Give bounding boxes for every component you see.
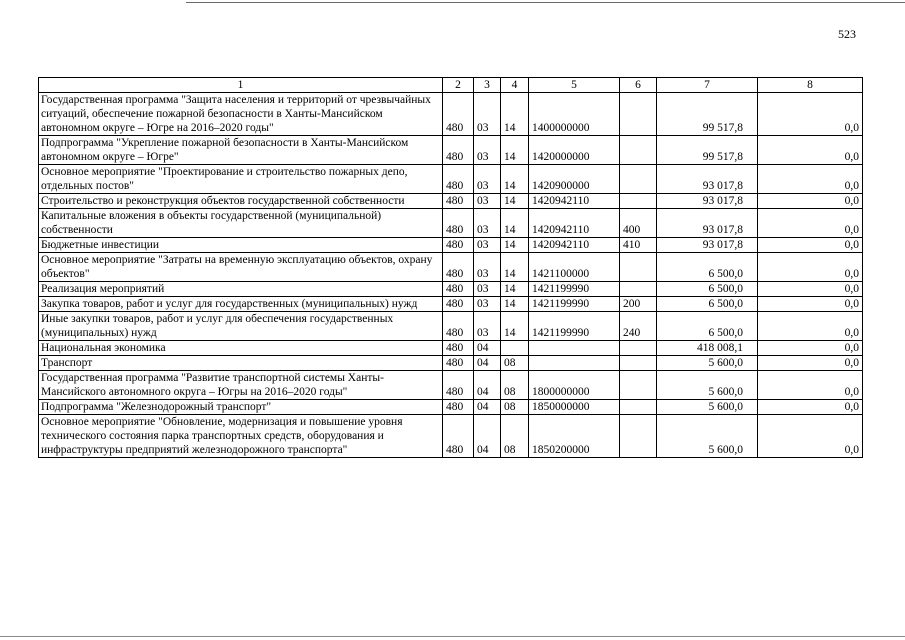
table-row [39,209,863,238]
table-row [39,165,863,194]
row-amount-7-cell: 6 500,0 [657,253,758,282]
row-code-5-cell: 1850200000 [529,415,620,458]
row-code-2-cell: 480 [443,297,474,312]
row-code-6-cell [620,165,657,194]
row-code-4-cell: 14 [501,282,529,297]
row-amount-8-cell: 0,0 [758,371,863,400]
row-code-6-cell: 200 [620,297,657,312]
row-amount-8-cell: 0,0 [758,136,863,165]
row-code-4-cell: 14 [501,297,529,312]
row-name-cell: Транспорт [39,356,443,371]
row-amount-7-cell: 5 600,0 [657,356,758,371]
row-code-2-cell: 480 [443,341,474,356]
row-code-2-cell: 480 [443,312,474,341]
row-code-3-cell: 03 [474,209,501,238]
row-code-3-cell: 04 [474,400,501,415]
row-amount-7-cell: 99 517,8 [657,93,758,136]
row-code-3-cell: 04 [474,371,501,400]
row-amount-7-cell: 99 517,8 [657,136,758,165]
row-amount-7-cell: 93 017,8 [657,209,758,238]
row-code-6-cell: 410 [620,238,657,253]
row-code-5-cell: 1421199990 [529,282,620,297]
row-code-3-cell: 03 [474,297,501,312]
table-row [39,356,863,371]
row-amount-7-cell: 6 500,0 [657,297,758,312]
scan-bottom-rule [0,636,905,637]
header-col-3: 3 [474,78,501,93]
row-code-3-cell: 03 [474,253,501,282]
header-col-4: 4 [501,78,529,93]
header-row [39,78,863,93]
row-name-cell: Закупка товаров, работ и услуг для государственных (муниципальных) нужд [39,297,443,312]
row-code-3-cell: 04 [474,356,501,371]
row-code-3-cell: 03 [474,165,501,194]
row-code-6-cell [620,371,657,400]
table-row [39,136,863,165]
row-name-cell: Государственная программа "Защита населения и территорий от чрезвычайных ситуаций, обеспечение пожарной безопасности в Ханты-Мансийском автономном округе – Югре на 2016–2020 годы" [39,93,443,136]
header-col-8: 8 [758,78,863,93]
row-code-4-cell: 14 [501,165,529,194]
table-row [39,371,863,400]
header-col-1: 1 [39,78,443,93]
row-code-6-cell [620,253,657,282]
row-amount-7-cell: 5 600,0 [657,415,758,458]
row-code-4-cell [501,341,529,356]
row-code-5-cell: 1420900000 [529,165,620,194]
row-code-2-cell: 480 [443,415,474,458]
row-code-4-cell: 14 [501,209,529,238]
row-code-2-cell: 480 [443,371,474,400]
row-amount-8-cell: 0,0 [758,297,863,312]
row-code-4-cell: 14 [501,253,529,282]
row-code-3-cell: 03 [474,312,501,341]
row-code-5-cell: 1421100000 [529,253,620,282]
row-name-cell: Государственная программа "Развитие транспортной системы Ханты-Мансийского автономного округа – Югры на 2016–2020 годы" [39,371,443,400]
row-name-cell: Национальная экономика [39,341,443,356]
row-code-3-cell: 03 [474,136,501,165]
row-code-3-cell: 03 [474,238,501,253]
table-body [39,93,863,458]
row-amount-8-cell: 0,0 [758,282,863,297]
row-name-cell: Подпрограмма "Укрепление пожарной безопасности в Ханты-Мансийском автономном округе – Югре" [39,136,443,165]
row-code-4-cell: 08 [501,400,529,415]
row-code-6-cell: 400 [620,209,657,238]
row-code-2-cell: 480 [443,253,474,282]
row-amount-7-cell: 93 017,8 [657,194,758,209]
row-code-6-cell [620,400,657,415]
row-amount-7-cell: 418 008,1 [657,341,758,356]
table-row [39,238,863,253]
row-code-3-cell: 03 [474,282,501,297]
row-code-6-cell [620,341,657,356]
row-code-6-cell: 240 [620,312,657,341]
row-amount-7-cell: 5 600,0 [657,400,758,415]
header-col-6: 6 [620,78,657,93]
row-code-5-cell: 1420000000 [529,136,620,165]
row-amount-8-cell: 0,0 [758,415,863,458]
row-code-2-cell: 480 [443,209,474,238]
row-code-5-cell: 1800000000 [529,371,620,400]
row-code-5-cell: 1420942110 [529,194,620,209]
table-row [39,297,863,312]
row-code-6-cell [620,282,657,297]
row-code-5-cell: 1420942110 [529,238,620,253]
table-row [39,93,863,136]
row-code-3-cell: 04 [474,341,501,356]
row-code-5-cell [529,341,620,356]
header-col-2: 2 [443,78,474,93]
row-code-5-cell: 1421199990 [529,297,620,312]
scan-top-rule [186,2,905,3]
row-code-6-cell [620,415,657,458]
row-code-5-cell: 1420942110 [529,209,620,238]
header-col-5: 5 [529,78,620,93]
row-code-3-cell: 03 [474,194,501,209]
row-code-4-cell: 08 [501,371,529,400]
row-code-6-cell [620,93,657,136]
table-row [39,194,863,209]
row-amount-8-cell: 0,0 [758,93,863,136]
row-name-cell: Капитальные вложения в объекты государственной (муниципальной) собственности [39,209,443,238]
row-code-6-cell [620,194,657,209]
row-code-3-cell: 03 [474,93,501,136]
row-code-2-cell: 480 [443,238,474,253]
page-number: 523 [838,27,856,41]
budget-table [38,77,863,458]
row-name-cell: Основное мероприятие "Обновление, модернизация и повышение уровня технического состояния парка транспортных средств, оборудования и инфраструктуры предприятий железнодорожного транспорта" [39,415,443,458]
row-code-2-cell: 480 [443,194,474,209]
row-name-cell: Иные закупки товаров, работ и услуг для обеспечения государственных (муниципальных) нужд [39,312,443,341]
row-name-cell: Реализация мероприятий [39,282,443,297]
row-amount-7-cell: 6 500,0 [657,312,758,341]
row-amount-7-cell: 93 017,8 [657,165,758,194]
row-amount-8-cell: 0,0 [758,238,863,253]
row-amount-8-cell: 0,0 [758,194,863,209]
table-row [39,253,863,282]
row-code-5-cell: 1850000000 [529,400,620,415]
table-row [39,400,863,415]
row-amount-8-cell: 0,0 [758,253,863,282]
row-code-2-cell: 480 [443,282,474,297]
row-code-6-cell [620,136,657,165]
row-code-2-cell: 480 [443,165,474,194]
row-code-4-cell: 14 [501,238,529,253]
row-code-2-cell: 480 [443,400,474,415]
row-amount-8-cell: 0,0 [758,400,863,415]
table-row [39,282,863,297]
row-amount-7-cell: 5 600,0 [657,371,758,400]
row-code-5-cell [529,356,620,371]
row-code-4-cell: 08 [501,415,529,458]
row-code-2-cell: 480 [443,93,474,136]
row-name-cell: Основное мероприятие "Затраты на временную эксплуатацию объектов, охрану объектов" [39,253,443,282]
row-amount-8-cell: 0,0 [758,165,863,194]
row-name-cell: Подпрограмма "Железнодорожный транспорт" [39,400,443,415]
row-code-5-cell: 1400000000 [529,93,620,136]
table-row [39,312,863,341]
row-amount-7-cell: 93 017,8 [657,238,758,253]
row-code-4-cell: 14 [501,312,529,341]
row-code-2-cell: 480 [443,136,474,165]
table-header [39,78,863,93]
row-code-4-cell: 08 [501,356,529,371]
row-amount-8-cell: 0,0 [758,356,863,371]
row-code-3-cell: 04 [474,415,501,458]
row-code-2-cell: 480 [443,356,474,371]
row-code-5-cell: 1421199990 [529,312,620,341]
row-amount-7-cell: 6 500,0 [657,282,758,297]
table-row [39,415,863,458]
row-code-6-cell [620,356,657,371]
row-code-4-cell: 14 [501,136,529,165]
row-name-cell: Строительство и реконструкция объектов государственной собственности [39,194,443,209]
row-name-cell: Бюджетные инвестиции [39,238,443,253]
row-name-cell: Основное мероприятие "Проектирование и строительство пожарных депо, отдельных постов" [39,165,443,194]
row-amount-8-cell: 0,0 [758,312,863,341]
table-row [39,341,863,356]
row-code-4-cell: 14 [501,194,529,209]
header-col-7: 7 [657,78,758,93]
row-amount-8-cell: 0,0 [758,341,863,356]
row-amount-8-cell: 0,0 [758,209,863,238]
row-code-4-cell: 14 [501,93,529,136]
